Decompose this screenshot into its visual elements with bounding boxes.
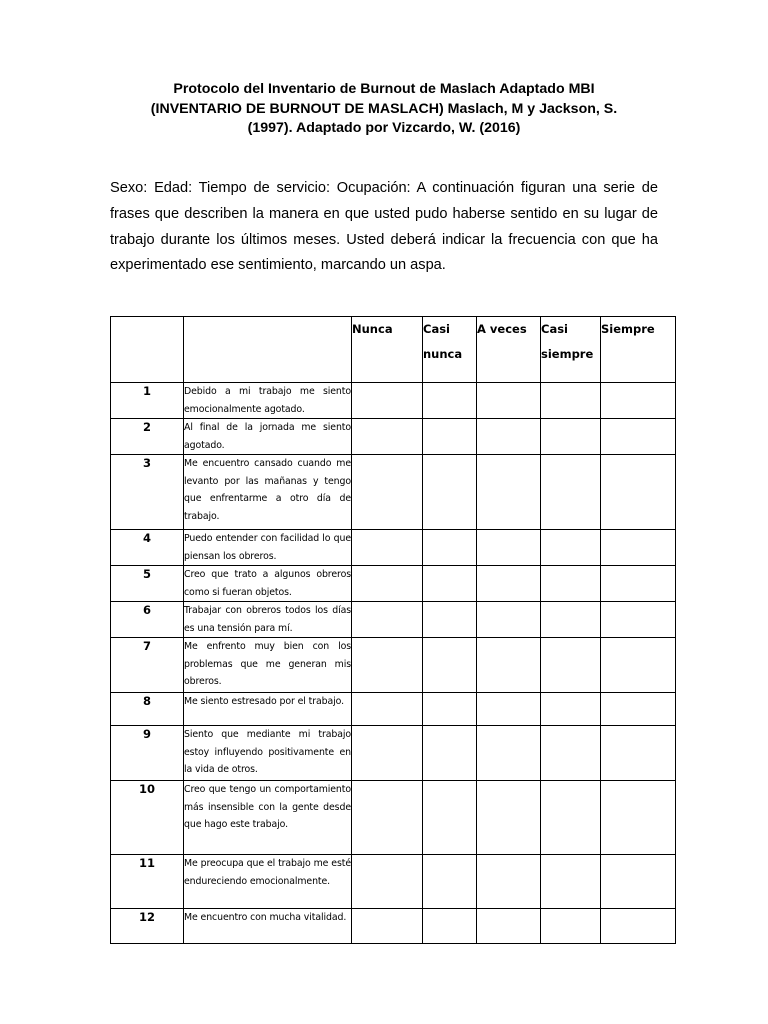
item-number: 1 — [111, 383, 184, 419]
item-statement: Puedo entender con facilidad lo que piensan los obreros. — [184, 530, 352, 566]
title-line-1: Protocolo del Inventario de Burnout de Maslach Adaptado MBI — [173, 81, 595, 97]
answer-cell-casi-siempre[interactable] — [541, 419, 601, 455]
answer-cell-a-veces[interactable] — [477, 602, 541, 638]
header-siempre: Siempre — [601, 317, 676, 383]
item-number: 6 — [111, 602, 184, 638]
answer-cell-a-veces[interactable] — [477, 419, 541, 455]
item-statement: Me encuentro con mucha vitalidad. — [184, 909, 352, 944]
item-number: 10 — [111, 781, 184, 855]
answer-cell-a-veces[interactable] — [477, 855, 541, 909]
answer-cell-a-veces[interactable] — [477, 455, 541, 530]
item-statement: Al final de la jornada me siento agotado. — [184, 419, 352, 455]
answer-cell-a-veces[interactable] — [477, 638, 541, 693]
answer-cell-casi-siempre[interactable] — [541, 566, 601, 602]
item-statement: Me enfrento muy bien con los problemas que me generan mis obreros. — [184, 638, 352, 693]
answer-cell-a-veces[interactable] — [477, 726, 541, 781]
table-header-row — [111, 317, 676, 383]
table-row — [111, 566, 676, 602]
answer-cell-siempre[interactable] — [601, 693, 676, 726]
answer-cell-casi-nunca[interactable] — [423, 855, 477, 909]
header-a-veces: A veces — [477, 317, 541, 383]
answer-cell-casi-nunca[interactable] — [423, 383, 477, 419]
item-statement: Me preocupa que el trabajo me esté endureciendo emocionalmente. — [184, 855, 352, 909]
item-number: 8 — [111, 693, 184, 726]
answer-cell-nunca[interactable] — [352, 419, 423, 455]
item-statement: Siento que mediante mi trabajo estoy influyendo positivamente en la vida de otros. — [184, 726, 352, 781]
table-row — [111, 530, 676, 566]
table-row — [111, 602, 676, 638]
title-line-2: (INVENTARIO DE BURNOUT DE MASLACH) Maslach, M y Jackson, S. — [150, 100, 618, 117]
answer-cell-casi-siempre[interactable] — [541, 383, 601, 419]
answer-cell-nunca[interactable] — [352, 638, 423, 693]
table-row — [111, 726, 676, 781]
table-row — [111, 383, 676, 419]
answer-cell-nunca[interactable] — [352, 909, 423, 944]
answer-cell-siempre[interactable] — [601, 909, 676, 944]
answer-cell-casi-siempre[interactable] — [541, 909, 601, 944]
answer-cell-casi-nunca[interactable] — [423, 726, 477, 781]
item-statement: Debido a mi trabajo me siento emocionalmente agotado. — [184, 383, 352, 419]
answer-cell-casi-siempre[interactable] — [541, 602, 601, 638]
item-statement: Me encuentro cansado cuando me levanto por las mañanas y tengo que enfrentarme a otro día de trabajo. — [184, 455, 352, 530]
answer-cell-a-veces[interactable] — [477, 566, 541, 602]
answer-cell-nunca[interactable] — [352, 530, 423, 566]
table-row — [111, 855, 676, 909]
header-casi-nunca: Casi nunca — [423, 317, 477, 383]
answer-cell-nunca[interactable] — [352, 602, 423, 638]
header-number-cell — [111, 317, 184, 383]
title-line-3: (1997). Adaptado por Vizcardo, W. (2016) — [247, 120, 521, 136]
answer-cell-casi-siempre[interactable] — [541, 726, 601, 781]
answer-cell-siempre[interactable] — [601, 602, 676, 638]
answer-cell-siempre[interactable] — [601, 855, 676, 909]
answer-cell-nunca[interactable] — [352, 855, 423, 909]
answer-cell-nunca[interactable] — [352, 566, 423, 602]
answer-cell-siempre[interactable] — [601, 383, 676, 419]
answer-cell-siempre[interactable] — [601, 638, 676, 693]
item-statement: Trabajar con obreros todos los días es una tensión para mí. — [184, 602, 352, 638]
answer-cell-a-veces[interactable] — [477, 383, 541, 419]
answer-cell-siempre[interactable] — [601, 726, 676, 781]
item-statement: Creo que tengo un comportamiento más insensible con la gente desde que hago este trabajo. — [184, 781, 352, 855]
answer-cell-casi-nunca[interactable] — [423, 530, 477, 566]
answer-cell-casi-nunca[interactable] — [423, 419, 477, 455]
table-row — [111, 419, 676, 455]
answer-cell-casi-nunca[interactable] — [423, 638, 477, 693]
answer-cell-casi-nunca[interactable] — [423, 602, 477, 638]
answer-cell-casi-siempre[interactable] — [541, 693, 601, 726]
answer-cell-siempre[interactable] — [601, 781, 676, 855]
item-number: 7 — [111, 638, 184, 693]
answer-cell-a-veces[interactable] — [477, 781, 541, 855]
answer-cell-casi-nunca[interactable] — [423, 909, 477, 944]
answer-cell-casi-nunca[interactable] — [423, 566, 477, 602]
answer-cell-nunca[interactable] — [352, 781, 423, 855]
answer-cell-nunca[interactable] — [352, 455, 423, 530]
table-row — [111, 638, 676, 693]
mbi-table — [110, 316, 676, 944]
item-number: 3 — [111, 455, 184, 530]
item-number: 11 — [111, 855, 184, 909]
item-number: 4 — [111, 530, 184, 566]
document-title — [110, 80, 658, 139]
answer-cell-casi-siempre[interactable] — [541, 638, 601, 693]
item-number: 9 — [111, 726, 184, 781]
answer-cell-casi-nunca[interactable] — [423, 693, 477, 726]
item-number: 5 — [111, 566, 184, 602]
answer-cell-siempre[interactable] — [601, 455, 676, 530]
item-statement: Creo que trato a algunos obreros como si fueran objetos. — [184, 566, 352, 602]
answer-cell-nunca[interactable] — [352, 726, 423, 781]
answer-cell-a-veces[interactable] — [477, 693, 541, 726]
answer-cell-a-veces[interactable] — [477, 530, 541, 566]
table-row — [111, 693, 676, 726]
intro-paragraph: Sexo: Edad: Tiempo de servicio: Ocupación: A continuación figuran una serie de frases que describen la manera en que usted pudo haberse sentido en su lugar de trabajo durante los últimos meses. Usted deberá indicar la frecuencia con que ha experimentado ese sentimiento, marcando un aspa. — [110, 180, 658, 274]
table-row — [111, 455, 676, 530]
answer-cell-casi-siempre[interactable] — [541, 455, 601, 530]
table-row — [111, 909, 676, 944]
table-row — [111, 781, 676, 855]
answer-cell-nunca[interactable] — [352, 693, 423, 726]
answer-cell-casi-siempre[interactable] — [541, 530, 601, 566]
answer-cell-casi-nunca[interactable] — [423, 781, 477, 855]
answer-cell-siempre[interactable] — [601, 530, 676, 566]
answer-cell-casi-siempre[interactable] — [541, 781, 601, 855]
answer-cell-casi-siempre[interactable] — [541, 855, 601, 909]
answer-cell-casi-nunca[interactable] — [423, 455, 477, 530]
answer-cell-siempre[interactable] — [601, 419, 676, 455]
answer-cell-a-veces[interactable] — [477, 909, 541, 944]
header-nunca: Nunca — [352, 317, 423, 383]
header-item-cell — [184, 317, 352, 383]
answer-cell-nunca[interactable] — [352, 383, 423, 419]
item-statement: Me siento estresado por el trabajo. — [184, 693, 352, 726]
item-number: 12 — [111, 909, 184, 944]
answer-cell-siempre[interactable] — [601, 566, 676, 602]
header-casi-siempre: Casi siempre — [541, 317, 601, 383]
item-number: 2 — [111, 419, 184, 455]
